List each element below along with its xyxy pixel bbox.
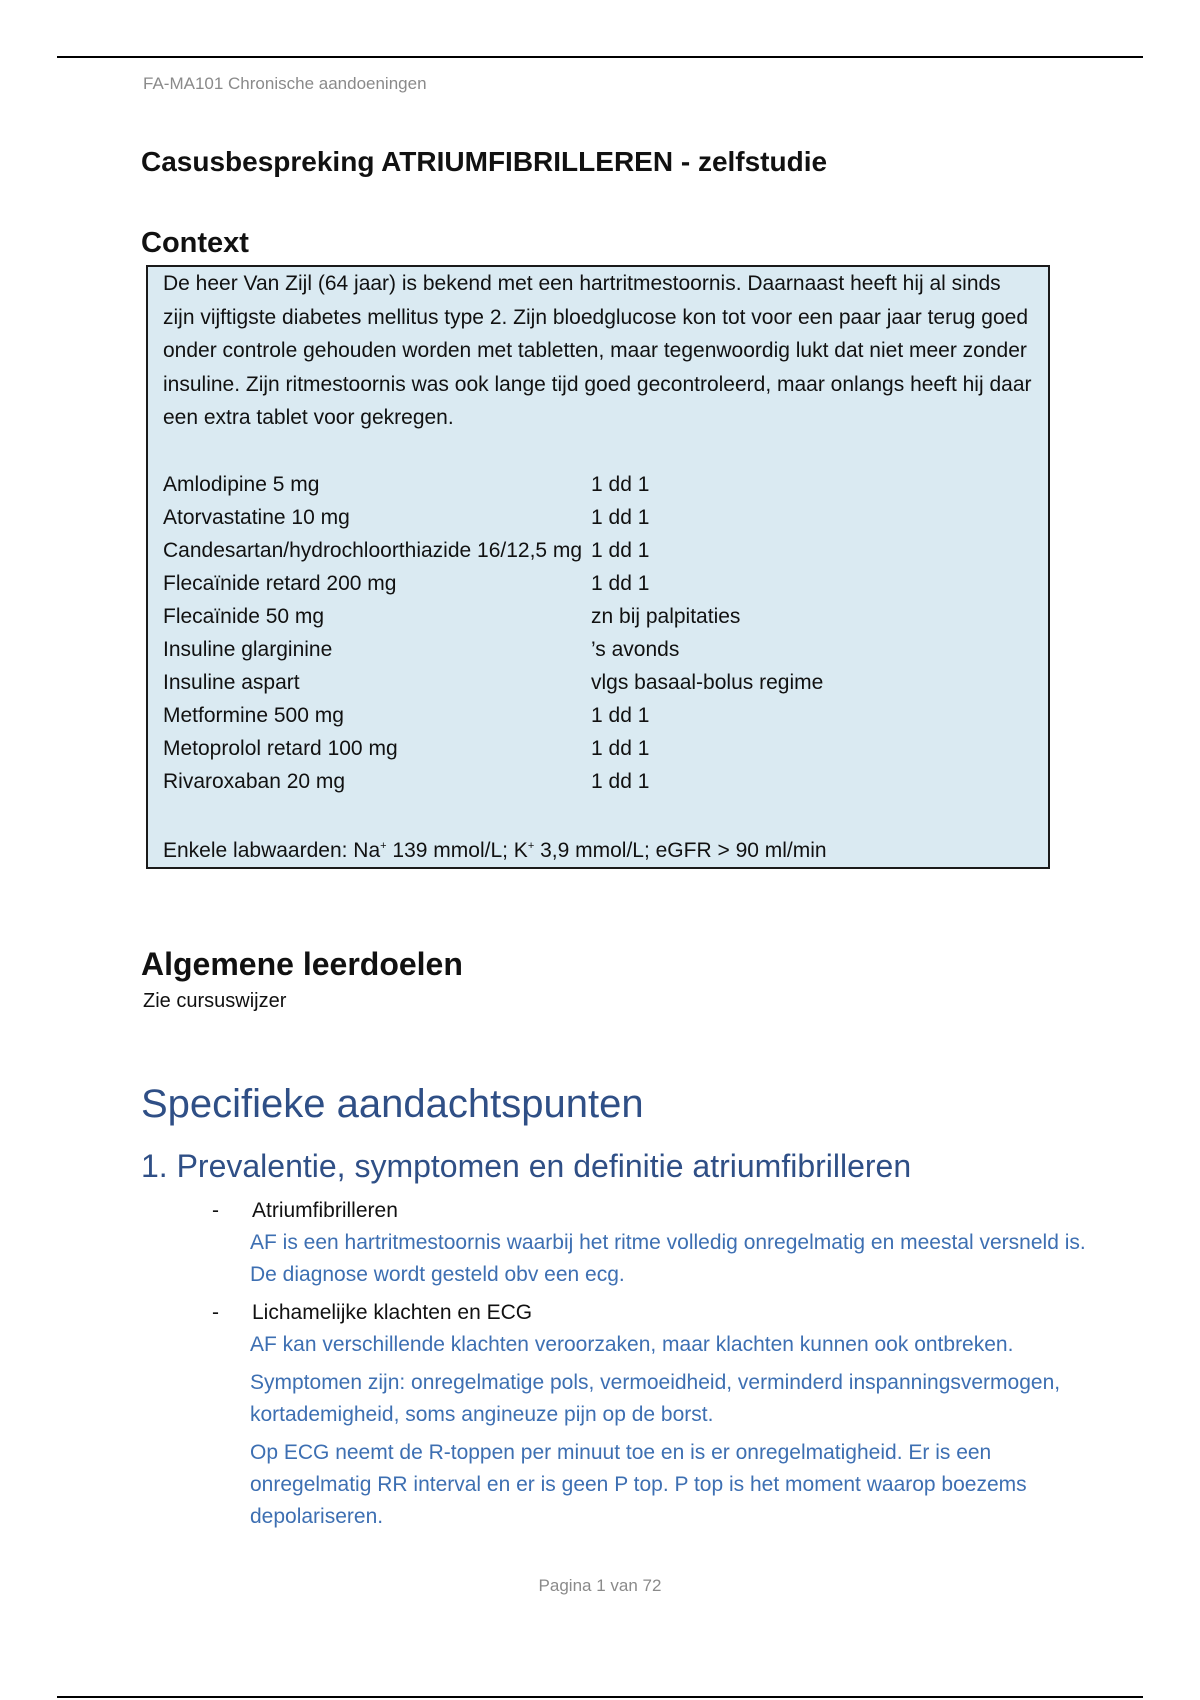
page-number: Pagina 1 van 72 xyxy=(538,1576,662,1595)
medication-list xyxy=(163,468,1036,798)
answer-text: AF kan verschillende klachten veroorzaken, maar klachten kunnen ook ontbreken. xyxy=(250,1333,1014,1356)
medication-dose: 1 dd 1 xyxy=(591,736,650,760)
medication-row xyxy=(163,567,1036,600)
medication-name: Metformine 500 mg xyxy=(163,703,344,727)
list-item xyxy=(210,1297,1090,1329)
medication-name: Amlodipine 5 mg xyxy=(163,472,320,496)
bullet-dash: - xyxy=(212,1199,219,1222)
medication-name: Insuline aspart xyxy=(163,670,300,694)
sodium-charge: + xyxy=(380,840,387,852)
medication-dose: 1 dd 1 xyxy=(591,571,650,595)
medication-name: Metoprolol retard 100 mg xyxy=(163,736,398,760)
medication-row xyxy=(163,534,1036,567)
medication-name: Flecaïnide retard 200 mg xyxy=(163,571,397,595)
list-item-label: Atriumfibrilleren xyxy=(252,1199,398,1222)
answer-block xyxy=(250,1227,1090,1291)
leerdoelen-heading: Algemene leerdoelen xyxy=(141,946,463,982)
lab-rest: 3,9 mmol/L; eGFR > 90 ml/min xyxy=(534,839,827,862)
running-header: FA-MA101 Chronische aandoeningen xyxy=(143,74,427,93)
lab-prefix: Enkele labwaarden: Na xyxy=(163,839,381,862)
medication-dose: 1 dd 1 xyxy=(591,472,650,496)
medication-dose: 1 dd 1 xyxy=(591,769,650,793)
section1-list xyxy=(210,1195,1090,1539)
answer-text: AF is een hartritmestoornis waarbij het ritme volledig onregelmatig en meestal versneld is. De diagnose wordt gesteld obv een ecg. xyxy=(250,1231,1086,1286)
lab-values xyxy=(163,839,827,863)
header-rule xyxy=(57,56,1143,58)
medication-row xyxy=(163,501,1036,534)
medication-dose: 1 dd 1 xyxy=(591,538,650,562)
bullet-dash: - xyxy=(212,1301,219,1324)
medication-row xyxy=(163,732,1036,765)
medication-row xyxy=(163,765,1036,798)
medication-dose: vlgs basaal-bolus regime xyxy=(591,670,824,694)
medication-name: Candesartan/hydrochloorthiazide 16/12,5 mg xyxy=(163,538,583,562)
medication-dose: 1 dd 1 xyxy=(591,505,650,529)
list-item xyxy=(210,1195,1090,1227)
list-item-label: Lichamelijke klachten en ECG xyxy=(252,1301,533,1324)
lab-sodium-value: 139 mmol/L; K xyxy=(386,839,528,862)
document-title: Casusbespreking ATRIUMFIBRILLEREN - zelfstudie xyxy=(141,146,828,177)
medication-row xyxy=(163,666,1036,699)
medication-name: Rivaroxaban 20 mg xyxy=(163,769,346,793)
answer-text: Symptomen zijn: onregelmatige pols, vermoeidheid, verminderd inspanningsvermogen, kortademigheid, soms angineuze pijn op de borst. xyxy=(250,1371,1061,1426)
leerdoelen-text: Zie cursuswijzer xyxy=(143,990,287,1012)
context-heading: Context xyxy=(141,227,249,259)
answer-block xyxy=(250,1329,1090,1533)
medication-row xyxy=(163,600,1036,633)
medication-name: Flecaïnide 50 mg xyxy=(163,604,325,628)
medication-dose: 1 dd 1 xyxy=(591,703,650,727)
specifiek-heading: Specifieke aandachtspunten xyxy=(141,1082,644,1126)
answer-text: Op ECG neemt de R-toppen per minuut toe en is er onregelmatigheid. Er is een onregelmatig RR interval en er is geen P top. P top is het moment waarop boezems depolariseren. xyxy=(250,1441,1027,1528)
case-description: De heer Van Zijl (64 jaar) is bekend met een hartritmestoornis. Daarnaast heeft hij al sinds zijn vijftigste diabetes mellitus type 2. Zijn bloedglucose kon tot voor een paar jaar terug goed onder controle gehouden worden met tabletten, maar tegenwoordig lukt dat niet meer zonder insuline. Zijn ritmestoornis was ook lange tijd goed gecontroleerd, maar onlangs heeft hij daar een extra tablet voor gekregen. xyxy=(163,272,1032,429)
footer-rule xyxy=(57,1696,1143,1698)
potassium-charge: + xyxy=(527,840,535,852)
medication-name: Atorvastatine 10 mg xyxy=(163,505,350,529)
section1-heading: 1. Prevalentie, symptomen en definitie atriumfibrilleren xyxy=(141,1148,912,1184)
medication-row xyxy=(163,633,1036,666)
medication-row xyxy=(163,468,1036,501)
medication-dose: zn bij palpitaties xyxy=(591,604,741,628)
medication-name: Insuline glarginine xyxy=(163,637,333,661)
medication-dose: ’s avonds xyxy=(591,637,680,661)
context-box xyxy=(146,265,1050,869)
medication-row xyxy=(163,699,1036,732)
